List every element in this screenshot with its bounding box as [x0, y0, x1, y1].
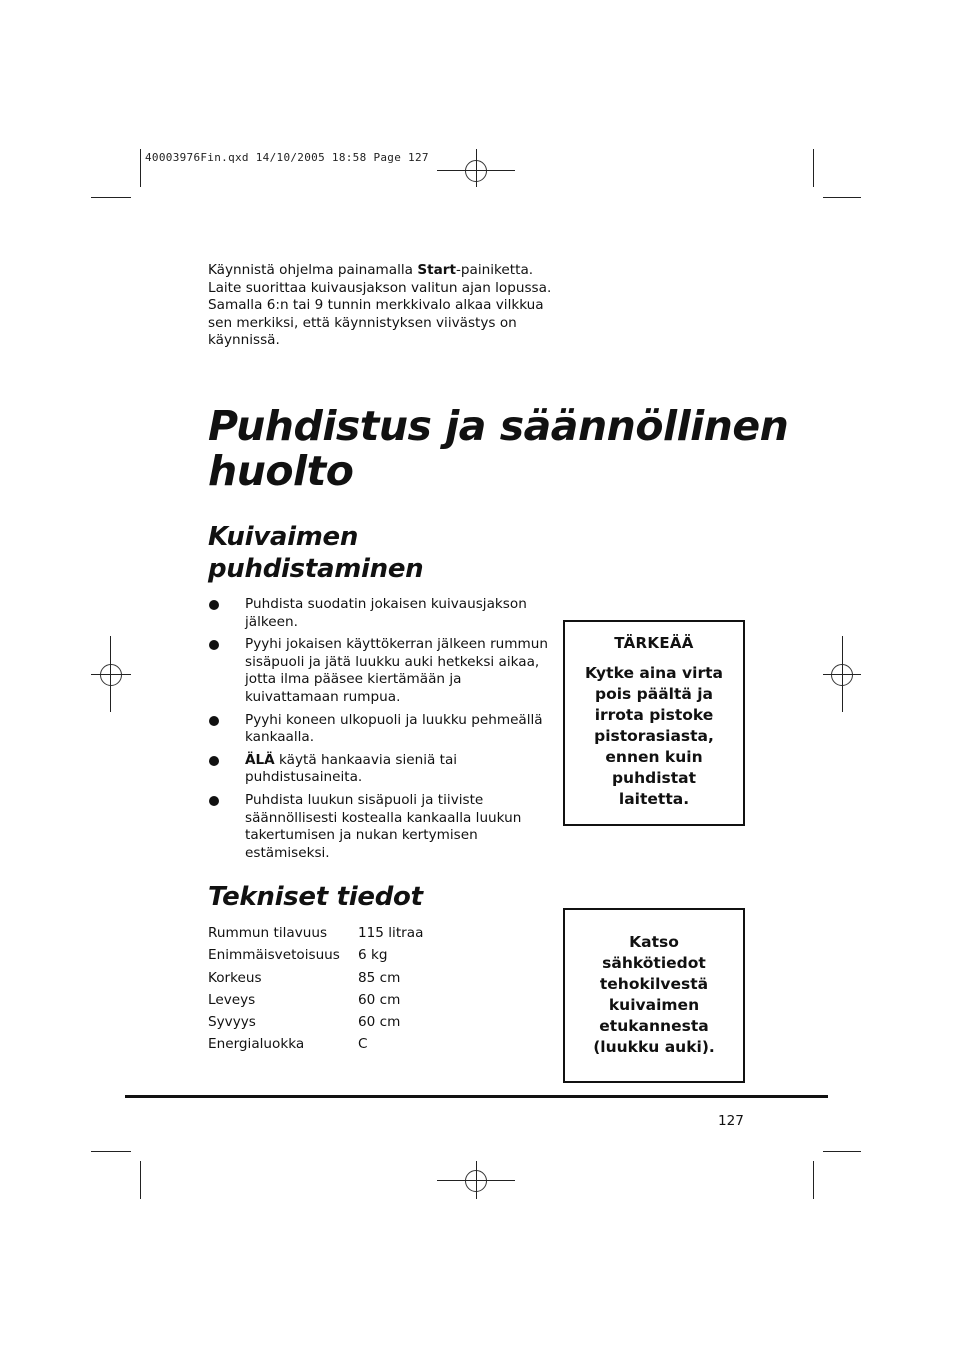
page-title-line2: huolto [208, 447, 354, 495]
cleaning-bullet-list [208, 596, 558, 867]
intro-paragraph [208, 262, 568, 350]
spec-value: 85 cm [358, 969, 401, 986]
spec-label: Korkeus [208, 969, 262, 986]
cleaning-bullet-item: Pyyhi koneen ulkopuoli ja luukku pehmeällä kankaalla. [208, 712, 558, 747]
specs-row [208, 1036, 423, 1058]
specs-row [208, 992, 423, 1014]
intro-line: Laite suorittaa kuivausjakson valitun ajan lopussa. [208, 279, 552, 296]
crop-mark [813, 1161, 814, 1199]
electrical-info-box [563, 908, 745, 1083]
bullet-dot-icon [209, 640, 219, 650]
intro-line: sen merkiksi, että käynnistyksen viivästys on [208, 314, 517, 331]
spec-label: Leveys [208, 991, 256, 1008]
bullet-dot-icon [209, 716, 219, 726]
page-number: 127 [718, 1113, 744, 1129]
crop-mark [813, 149, 814, 187]
cleaning-bullet-item: ÄLÄ käytä hankaavia sieniä tai puhdistusaineita. [208, 752, 558, 787]
specs-row [208, 1014, 423, 1036]
specs-table [208, 925, 423, 1059]
crop-mark [823, 197, 861, 198]
page-title-line1: Puhdistus ja säännöllinen [208, 402, 789, 450]
crop-mark [140, 149, 141, 187]
bullet-dot-icon [209, 600, 219, 610]
important-notice-heading: TÄRKEÄÄ [614, 634, 694, 652]
spec-value: 60 cm [358, 991, 401, 1008]
specs-row [208, 925, 423, 947]
spec-value: 60 cm [358, 1014, 401, 1031]
cleaning-bullet-item: Puhdista luukun sisäpuoli ja tiiviste säännöllisesti kostealla kankaalla luukun takertumisen ja nukan kertymisen estämiseksi. [208, 792, 558, 862]
spec-value: 6 kg [358, 947, 388, 964]
footer-rule [125, 1095, 828, 1098]
crop-mark [91, 1151, 131, 1152]
specs-heading: Tekniset tiedot [208, 882, 423, 912]
intro-line: käynnissä. [208, 332, 280, 349]
spec-value: 115 litraa [358, 925, 424, 941]
spec-label: Enimmäisvetoisuus [208, 947, 340, 964]
crop-mark [140, 1161, 141, 1199]
electrical-info-text: Katso sähkötiedot tehokilvestä kuivaimen etukannesta (luukku auki). [593, 933, 715, 1056]
crop-mark [91, 197, 131, 198]
page-title [208, 404, 808, 494]
important-notice-box [563, 620, 745, 826]
important-notice-text: Kytke aina virta pois päältä ja irrota pistoke pistorasiasta, ennen kuin puhdistat laitetta. [585, 664, 723, 808]
intro-line: Samalla 6:n tai 9 tunnin merkkivalo alkaa vilkkua [208, 297, 544, 314]
spec-label: Syvyys [208, 1014, 256, 1031]
print-slug: 40003976Fin.qxd 14/10/2005 18:58 Page 127 [145, 151, 429, 164]
bullet-dot-icon [209, 756, 219, 766]
cleaning-bullet-item: Pyyhi jokaisen käyttökerran jälkeen rummun sisäpuoli ja jätä luukku auki hetkeksi aikaa, jotta ilma pääsee kiertämään ja kuivattamaan rumpua. [208, 636, 558, 706]
bullet-dot-icon [209, 796, 219, 806]
specs-row [208, 970, 423, 992]
spec-label: Rummun tilavuus [208, 925, 328, 941]
cleaning-bullet-item: Puhdista suodatin jokaisen kuivausjakson jälkeen. [208, 596, 558, 631]
cleaning-heading-line2: puhdistaminen [208, 554, 424, 584]
cleaning-heading-line1: Kuivaimen [208, 522, 359, 552]
spec-label: Energialuokka [208, 1036, 305, 1053]
spec-value: C [358, 1036, 368, 1053]
specs-row [208, 947, 423, 969]
intro-line: Käynnistä ohjelma painamalla Start-painiketta. [208, 262, 534, 278]
crop-mark [823, 1151, 861, 1152]
cleaning-heading [208, 521, 423, 585]
